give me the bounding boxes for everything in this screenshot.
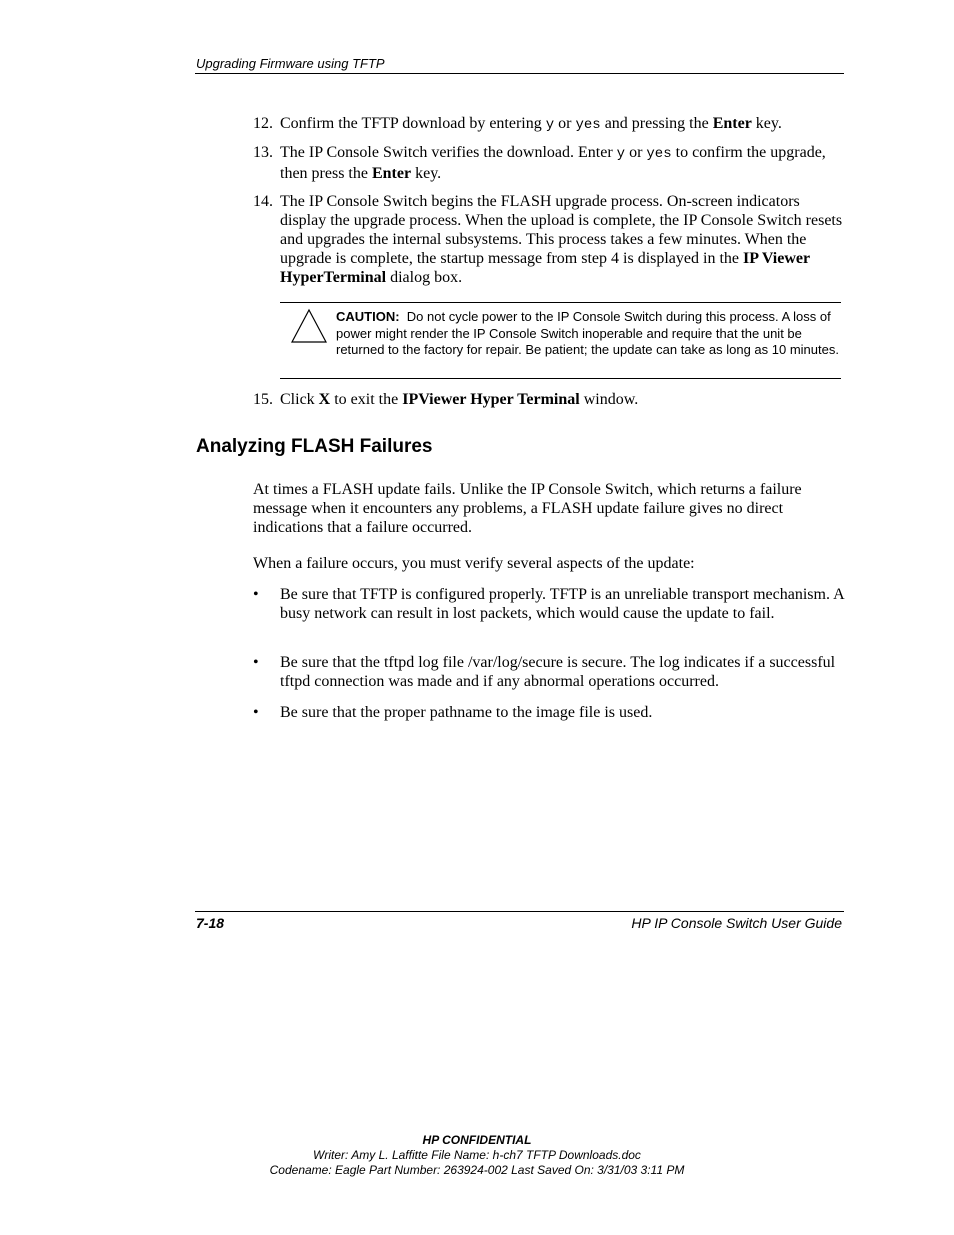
code-y: y xyxy=(545,117,555,133)
step-number: 12. xyxy=(253,115,273,132)
button-x: X xyxy=(318,391,331,408)
step-number: 15. xyxy=(253,391,273,408)
paragraph: At times a FLASH update fails. Unlike the IP Console Switch, which returns a failure message when it encounters any problems, a FLASH update failure gives no direct indications that a failure occurred. xyxy=(253,481,802,536)
step-text: The IP Console Switch verifies the download. Enter y or yes to confirm the upgrade, then press the Enter key. xyxy=(280,144,826,182)
step-12 xyxy=(253,114,843,135)
code-y: y xyxy=(616,146,626,162)
confidential-label: HP CONFIDENTIAL xyxy=(422,1133,532,1147)
confidential-block xyxy=(0,1133,954,1178)
bullet-icon: • xyxy=(253,654,259,671)
dialog-name: IP Viewer HyperTerminal xyxy=(280,250,810,286)
step-15 xyxy=(253,390,843,409)
key-enter: Enter xyxy=(712,115,752,132)
step-13 xyxy=(253,143,843,183)
code-yes: yes xyxy=(646,146,672,162)
bullet-item: • Be sure that the tftpd log file /var/log/secure is secure. The log indicates if a successful tftpd connection was made and if any abnormal operations occurred. xyxy=(253,654,836,690)
code-yes: yes xyxy=(575,117,601,133)
step-number: 13. xyxy=(253,144,273,161)
step-14 xyxy=(253,192,843,287)
bullet-item: • Be sure that TFTP is configured properly. TFTP is an unreliable transport mechanism. A busy network can result in lost packets, which would cause the update to fail. xyxy=(253,586,844,622)
header-rule xyxy=(195,73,844,74)
step-text: Confirm the TFTP download by entering y or yes and pressing the Enter key. xyxy=(280,115,782,133)
key-enter: Enter xyxy=(371,165,412,182)
guide-title: HP IP Console Switch User Guide xyxy=(631,915,842,931)
section-heading: Analyzing FLASH Failures xyxy=(196,436,433,457)
caution-box xyxy=(280,302,841,379)
bullet-item: • Be sure that the proper pathname to the image file is used. xyxy=(253,704,653,721)
step-number: 14. xyxy=(253,193,273,210)
step-text: The IP Console Switch begins the FLASH upgrade process. On-screen indicators display the upgrade process. When the upload is complete, the IP Console Switch resets and upgrades the internal subsystems. This process takes a few minutes. When the upgrade is complete, the startup message from step 4 is displayed in the IP Viewer HyperTerminal dialog box. xyxy=(280,193,843,286)
caution-text: CAUTION: Do not cycle power to the IP Console Switch during this process. A loss of power might render the IP Console Switch inoperable and require that the unit be returned to the factory for repair. Be patient; the update can take as long as 10 minutes. xyxy=(336,309,839,357)
caution-label: CAUTION: xyxy=(336,309,400,324)
bullet-icon: • xyxy=(253,586,259,603)
footer-rule xyxy=(195,911,844,912)
part-info: Codename: Eagle Part Number: 263924-002 Last Saved On: 3/31/03 3:11 PM xyxy=(269,1163,685,1177)
bullet-icon: • xyxy=(253,704,259,721)
writer-info: Writer: Amy L. Laffitte File Name: h-ch7 TFTP Downloads.doc xyxy=(313,1148,641,1162)
page-number: 7-18 xyxy=(196,915,225,931)
caution-triangle-icon xyxy=(290,308,328,344)
paragraph: When a failure occurs, you must verify several aspects of the update: xyxy=(253,555,695,572)
running-header: Upgrading Firmware using TFTP xyxy=(196,56,385,71)
step-text: Click X to exit the IPViewer Hyper Terminal window. xyxy=(280,391,639,408)
window-name: IPViewer Hyper Terminal xyxy=(402,391,580,408)
